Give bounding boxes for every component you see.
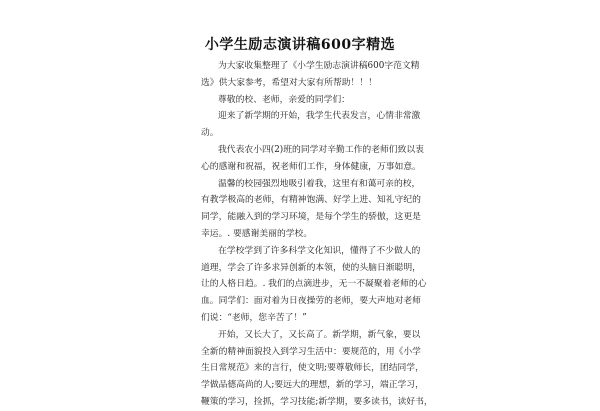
body-line: 迎来了新学期的开始，我学生代表发言，心情非常激 [218, 111, 421, 122]
body-line: 我代表农小四(2)班的同学对辛勤工作的老师们致以衷 [218, 144, 424, 155]
body-line: 幸运。. 要感谢美丽的学校。 [201, 228, 313, 239]
body-line: 让的人格日趋。. 我们的点滴进步，无一不凝聚着老师的心 [201, 279, 427, 290]
body-line: 尊敬的校、老师，亲爱的同学们： [218, 94, 350, 105]
body-line: 学做品德高尚的人;要远大的理想，新的学习，端正学习， [201, 380, 424, 391]
body-line: 血。同学们：面对着为日夜操劳的老师，要大声地对老师 [201, 296, 421, 307]
body-line: 们说：“老师，您辛苦了！” [201, 312, 307, 323]
body-line: 心的感谢和祝福，祝老师们工作，身体健康，万事如意。 [201, 161, 421, 172]
body-line: 有教学极高的老师，有精神饱满、好学上进、知礼守纪的 [201, 195, 421, 206]
body-line: 选》供大家参考，希望对大家有所帮助！！！ [201, 77, 377, 88]
body-line: 在学校学到了许多科学文化知识，懂得了不少做人的 [218, 245, 421, 256]
document-title: 小学生励志演讲稿600字精选 [204, 37, 396, 53]
document-body [201, 58, 433, 411]
body-line: 全新的精神面貌投入到学习生活中：要规范的，用《小学 [201, 346, 421, 357]
body-line: 鞭策的学习，捡抓，学习技能;新学期，要多读书，读好书， [201, 396, 433, 407]
body-line: 温馨的校园强烈地吸引着我，这里有和蔼可亲的校， [218, 178, 421, 189]
body-line: 开始，又长大了，又长高了。新学期，新气象，要以 [218, 329, 421, 340]
body-line: 同学，能融入到的学习环境，是每个学生的骄傲，这更是 [201, 212, 421, 223]
body-line: 道理，学会了许多求异创新的本领，使的头脑日渐聪明， [201, 262, 421, 273]
body-line: 生日常规范》来的言行，使文明;要尊敬师长，团结同学， [201, 363, 424, 374]
body-line: 为大家收集整理了《小学生励志演讲稿600字范文精 [218, 61, 420, 71]
body-line: 动。 [201, 128, 219, 139]
